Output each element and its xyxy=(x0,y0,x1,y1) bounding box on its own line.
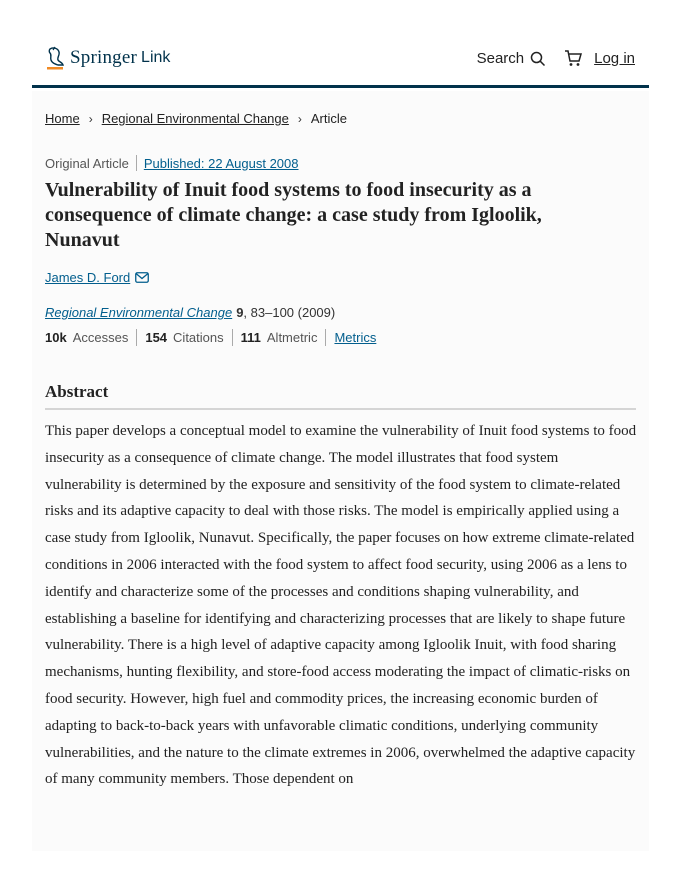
divider xyxy=(136,155,137,171)
divider xyxy=(232,329,233,346)
breadcrumb-home[interactable]: Home xyxy=(45,111,80,126)
search-icon xyxy=(530,51,546,67)
journal-pages: , 83–100 (2009) xyxy=(243,305,336,320)
breadcrumb xyxy=(45,111,347,126)
article-main xyxy=(32,91,649,851)
citations-label: Citations xyxy=(173,330,224,345)
cart-icon xyxy=(564,50,582,67)
brand-name: Springer xyxy=(70,47,138,68)
springer-horse-icon xyxy=(44,46,66,70)
article-metrics xyxy=(45,329,376,346)
search-button[interactable] xyxy=(477,50,547,67)
divider xyxy=(136,329,137,346)
search-label: Search xyxy=(476,50,525,67)
chevron-right-icon: › xyxy=(297,111,302,126)
email-icon[interactable] xyxy=(135,272,149,283)
citations-count: 154 xyxy=(145,330,168,345)
abstract-heading: Abstract xyxy=(45,382,109,401)
author-line xyxy=(45,270,149,285)
site-header xyxy=(32,40,649,88)
altmetric-count: 111 xyxy=(240,330,261,345)
journal-link[interactable]: Regional Environmental Change xyxy=(45,305,233,320)
cart-button[interactable] xyxy=(564,50,582,67)
author-link[interactable]: James D. Ford xyxy=(45,270,131,285)
abstract-text: This paper develops a conceptual model to examine the vulnerability of Inuit food systems to food insecurity as a consequence of climate change. The model illustrates that food system vulnerability is determined by the exposure and sensitivity of the food system to climate-related risks and its adaptive capacity to deal with those risks. The model is empirically applied using a case study from Igloolik, Nunavut. Specifically, the paper focuses on how extreme climate-related conditions in 2006 interacted with the food system to affect food security, using 2006 as a lens to identify and characterize some of the processes and conditions shaping vulnerability, and establishing a baseline for identifying and characterizing processes that are likely to shape future vulnerability. There is a high level of adaptive capacity among Igloolik Inuit, with food sharing mechanisms, hunting flexibility, and store-food access moderating the impact of climatic-risks on food security. However, high fuel and commodity prices, the increasing economic burden of adapting to back-to-back years with unfavorable climatic conditions, underlying community vulnerabilities, and the nature to the climate extremes in 2006, overwhelmed the adaptive capacity of many community members. Those dependent on xyxy=(45,423,637,788)
published-date-link[interactable]: Published: 22 August 2008 xyxy=(143,155,299,171)
chevron-right-icon: › xyxy=(88,111,93,126)
abstract-divider xyxy=(45,408,636,410)
login-link[interactable]: Log in xyxy=(594,50,635,67)
journal-volume: 9 xyxy=(236,305,244,320)
accesses-count: 10k xyxy=(45,330,67,345)
altmetric-label: Altmetric xyxy=(266,330,318,345)
breadcrumb-current: Article xyxy=(310,111,347,126)
brand-sub: Link xyxy=(141,49,171,66)
article-meta xyxy=(45,155,299,171)
article-title: Vulnerability of Inuit food systems to food insecurity as a consequence of climate change: a case study from Igloolik, Nunavut xyxy=(45,179,542,251)
accesses-label: Accesses xyxy=(72,330,129,345)
metrics-link[interactable]: Metrics xyxy=(334,330,377,345)
article-type: Original Article xyxy=(45,155,129,171)
breadcrumb-journal[interactable]: Regional Environmental Change xyxy=(101,111,289,126)
springer-link-logo[interactable] xyxy=(44,46,170,70)
divider xyxy=(325,329,326,346)
journal-citation xyxy=(45,305,335,320)
